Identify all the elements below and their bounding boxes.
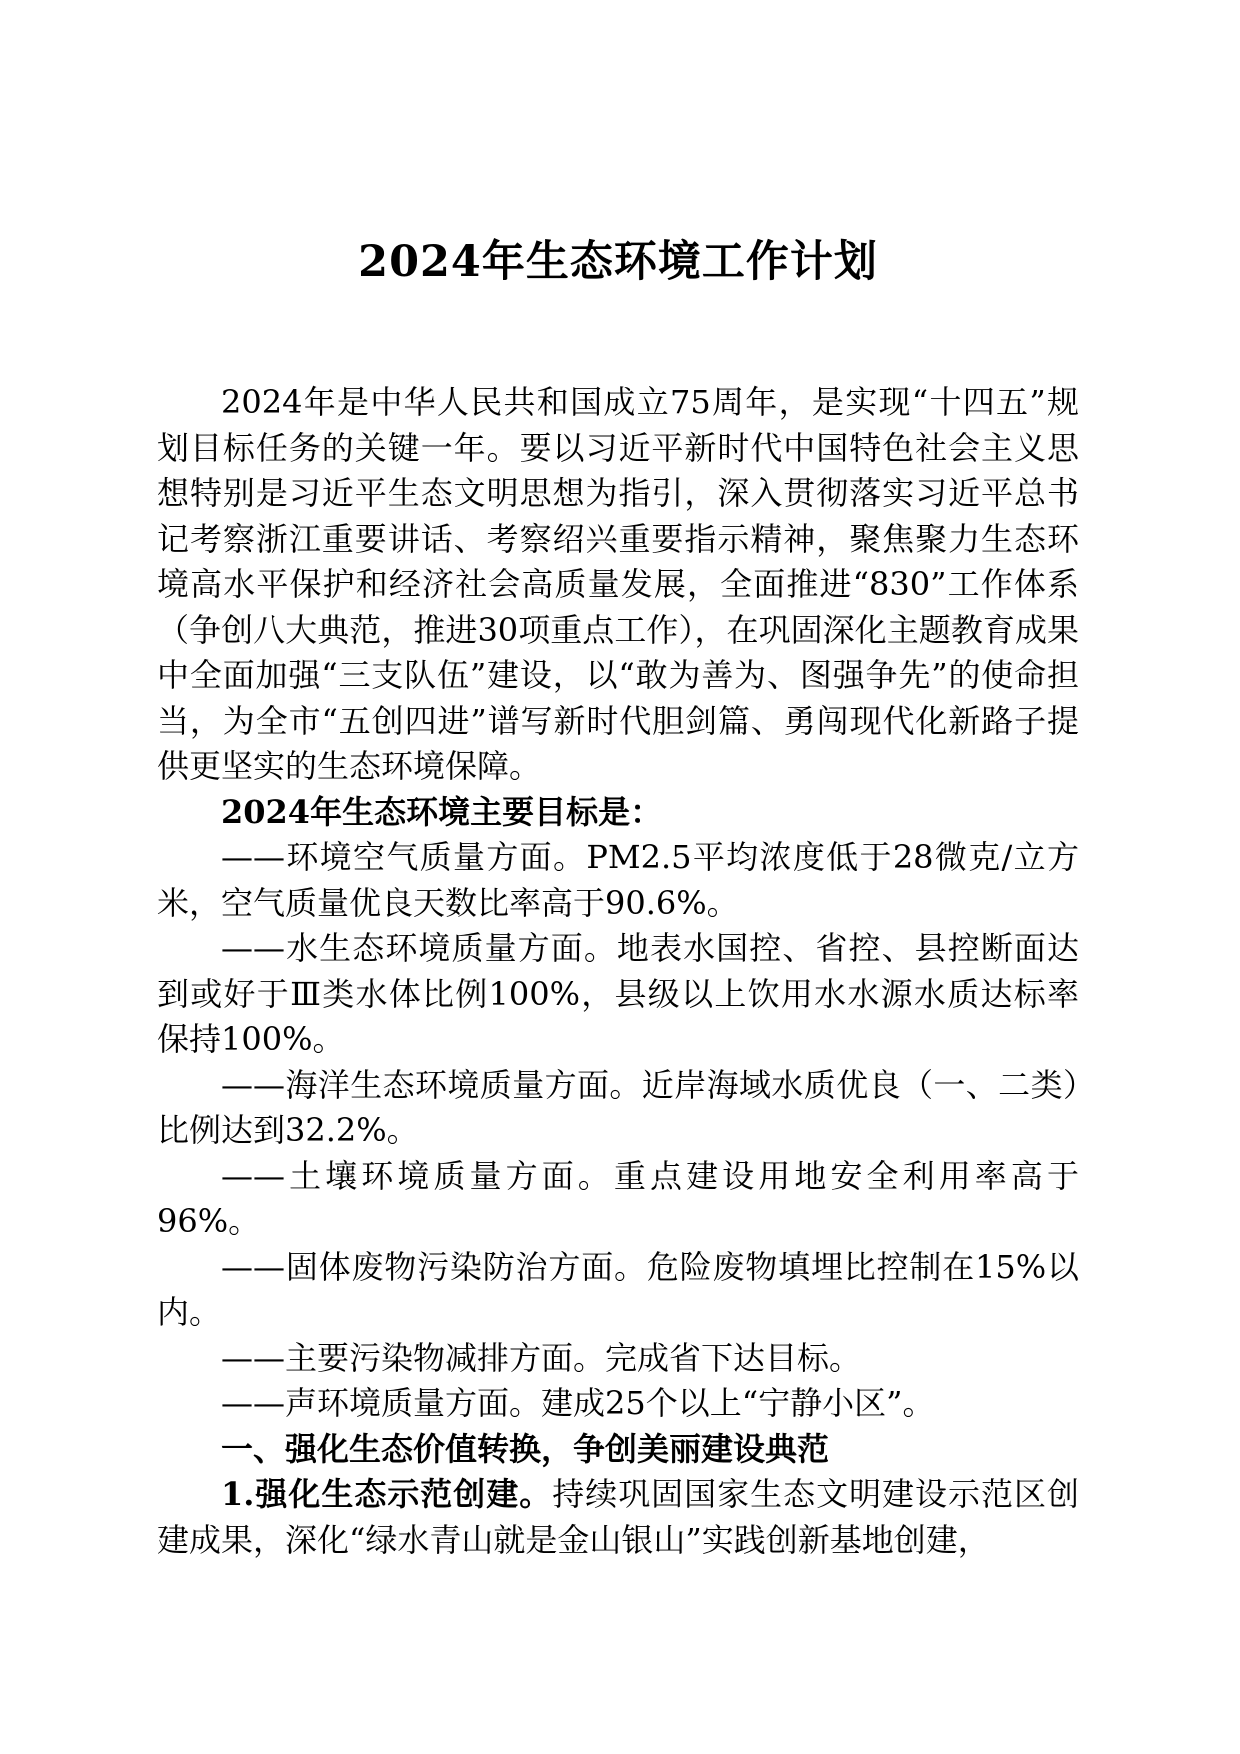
item-1-lead: 1.强化生态示范创建。 <box>221 1475 553 1513</box>
item-1-paragraph <box>157 1472 1079 1563</box>
goal-solid-waste: ——固体废物污染防治方面。危险废物填埋比控制在15%以内。 <box>157 1247 1079 1331</box>
document-page <box>157 0 1079 1754</box>
goal-air-quality: ——环境空气质量方面。PM2.5平均浓度低于28微克/立方米，空气质量优良天数比率高于90.6%。 <box>157 838 1079 922</box>
document-title: 2024年生态环境工作计划 <box>358 237 878 287</box>
document-body <box>157 380 1079 1563</box>
goal-marine-quality: ——海洋生态环境质量方面。近岸海域水质优良（一、二类）比例达到32.2%。 <box>157 1065 1079 1149</box>
item-1-text: 持续巩固国家生态文明建设示范区创建成果，深化“绿水青山就是金山银山”实践创新基地创建， <box>157 1475 1079 1559</box>
goal-noise-quality: ——声环境质量方面。建成25个以上“宁静小区”。 <box>221 1384 935 1422</box>
goal-soil-quality: ——土壤环境质量方面。重点建设用地安全利用率高于96%。 <box>157 1156 1079 1240</box>
goal-emission-reduction: ——主要污染物减排方面。完成省下达目标。 <box>221 1338 862 1377</box>
section-1-heading: 一、强化生态价值转换，争创美丽建设典范 <box>221 1429 830 1468</box>
intro-paragraph: 2024年是中华人民共和国成立75周年，是实现“十四五”规划目标任务的关键一年。要以习近平新时代中国特色社会主义思想特别是习近平生态文明思想为指引，深入贯彻落实习近平总书记考察浙江重要讲话、考察绍兴重要指示精神，聚焦聚力生态环境高水平保护和经济社会高质量发展，全面推进“830”工作体系（争创八大典范，推进30项重点工作），在巩固深化主题教育成果中全面加强“三支队伍”建设，以“敢为善为、图强争先”的使命担当，为全市“五创四进”谱写新时代胆剑篇、勇闯现代化新路子提供更坚实的生态环境保障。 <box>157 383 1079 785</box>
goals-heading: 2024年生态环境主要目标是： <box>221 792 663 831</box>
goal-water-quality: ——水生态环境质量方面。地表水国控、省控、县控断面达到或好于Ⅲ类水体比例100%，县级以上饮用水水源水质达标率保持100%。 <box>157 929 1079 1058</box>
